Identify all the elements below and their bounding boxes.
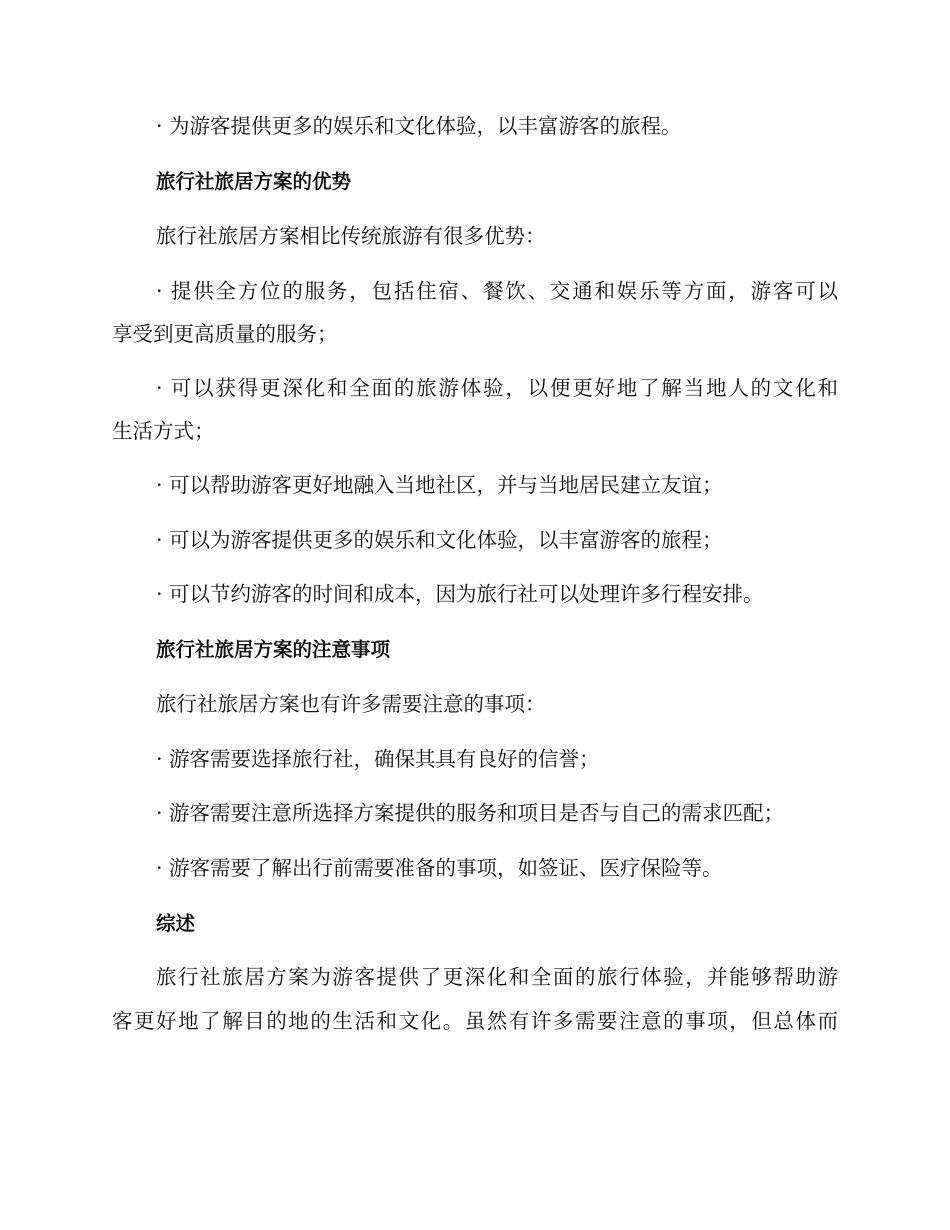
bullet-experience-line-2: 生活方式； xyxy=(112,419,215,443)
section-heading-notes: 旅行社旅居方案的注意事项 xyxy=(156,638,391,661)
bullet-choose-agency: · 游客需要选择旅行社，确保其具有良好的信誉； xyxy=(156,747,600,771)
summary-line-1: 旅行社旅居方案为游客提供了更深化和全面的旅行体验，并能够帮助游 xyxy=(156,965,838,989)
bullet-service-line-2: 享受到更高质量的服务； xyxy=(112,322,338,346)
paragraph-advantages-intro: 旅行社旅居方案相比传统旅游有很多优势： xyxy=(156,224,546,248)
bullet-culture: · 可以为游客提供更多的娱乐和文化体验，以丰富游客的旅程； xyxy=(156,528,723,552)
summary-line-2: 客更好地了解目的地的生活和文化。虽然有许多需要注意的事项，但总体而 xyxy=(112,1009,838,1033)
bullet-paragraph-entertainment: · 为游客提供更多的娱乐和文化体验，以丰富游客的旅程。 xyxy=(156,114,682,138)
paragraph-notes-intro: 旅行社旅居方案也有许多需要注意的事项： xyxy=(156,692,546,716)
section-heading-summary: 综述 xyxy=(156,912,196,935)
bullet-match-needs: · 游客需要注意所选择方案提供的服务和项目是否与自己的需求匹配； xyxy=(156,801,785,825)
section-heading-advantages: 旅行社旅居方案的优势 xyxy=(156,170,352,193)
bullet-service-line-1: · 提供全方位的服务，包括住宿、餐饮、交通和娱乐等方面，游客可以 xyxy=(156,279,838,303)
bullet-prepare-items: · 游客需要了解出行前需要准备的事项，如签证、医疗保险等。 xyxy=(156,856,723,880)
bullet-community: · 可以帮助游客更好地融入当地社区，并与当地居民建立友谊； xyxy=(156,473,723,497)
bullet-experience-line-1: · 可以获得更深化和全面的旅游体验，以便更好地了解当地人的文化和 xyxy=(156,376,838,400)
bullet-save-time: · 可以节约游客的时间和成本，因为旅行社可以处理许多行程安排。 xyxy=(156,582,764,606)
